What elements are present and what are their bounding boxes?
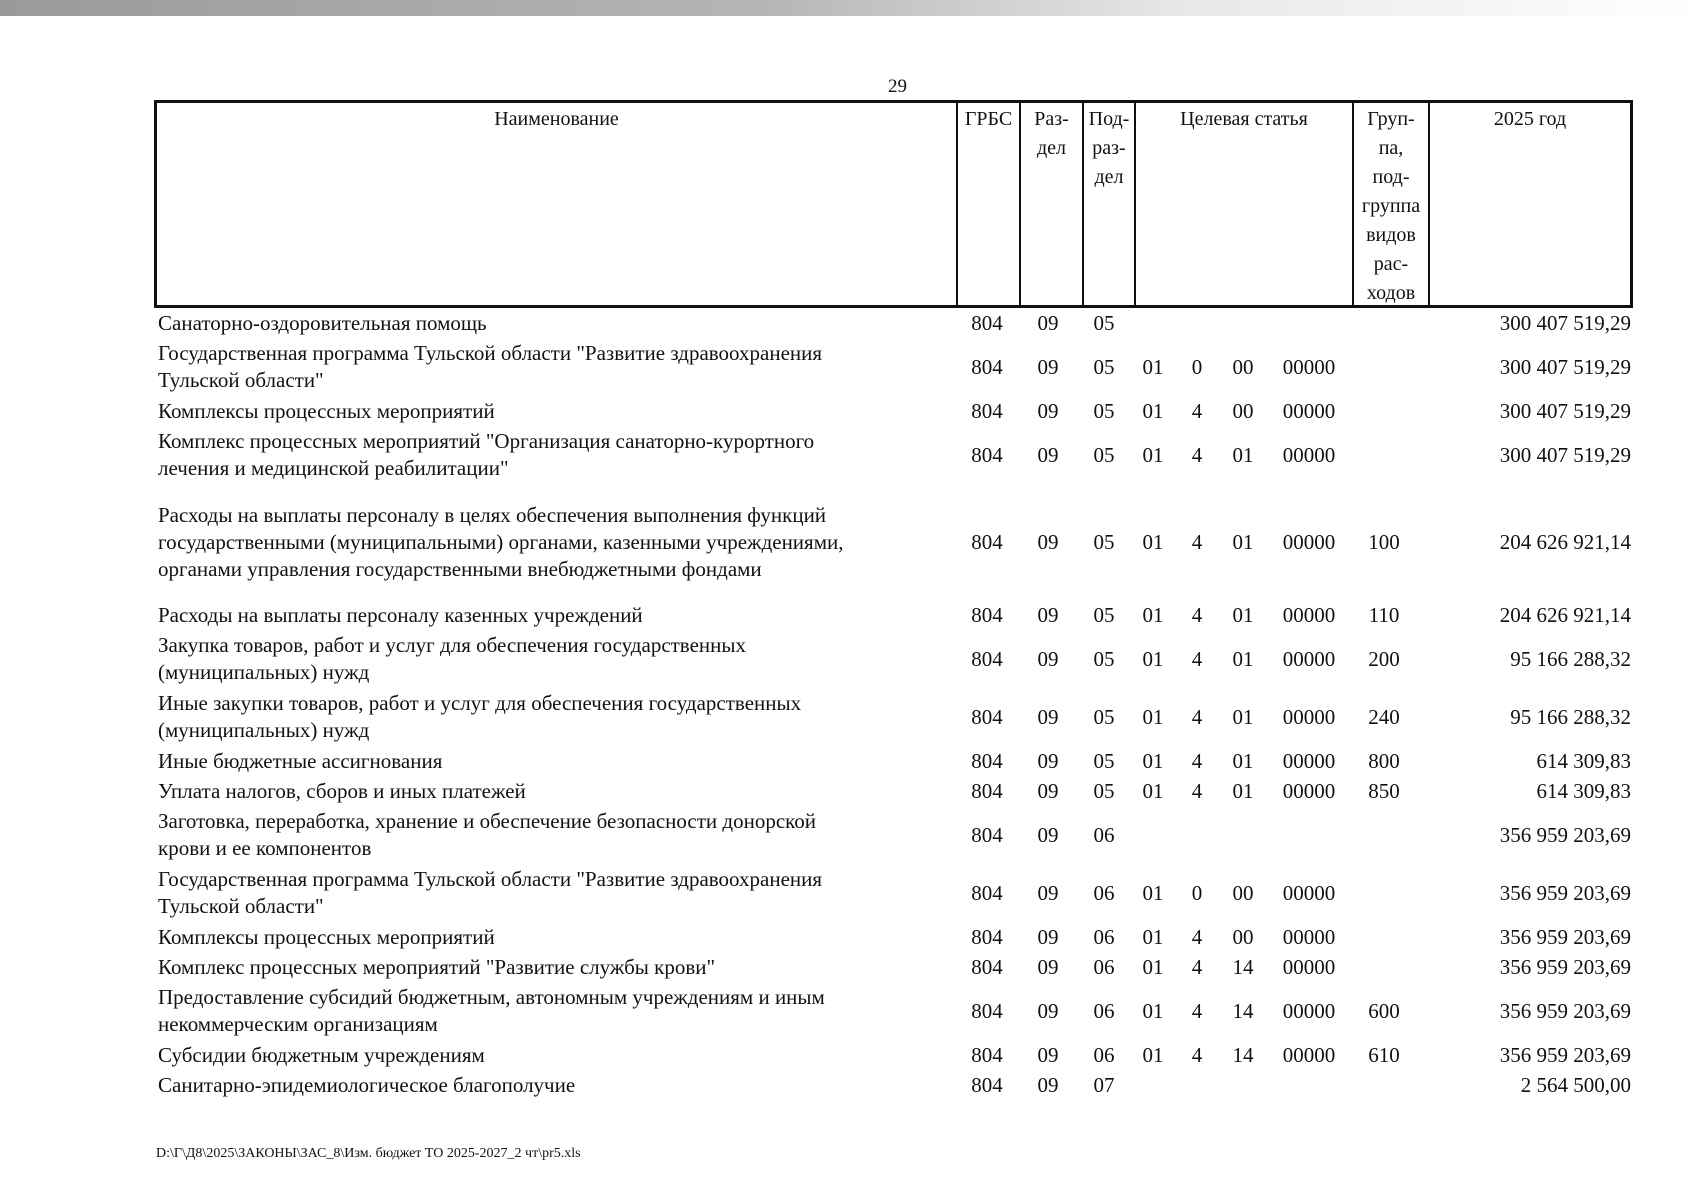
row-razdel: 09: [1037, 880, 1059, 905]
row-target-type: 4: [1191, 602, 1203, 627]
row-name-line: Комплекс процессных мероприятий "Развитие службы крови": [158, 954, 716, 979]
row-grbs: 804: [971, 354, 1003, 379]
row-grbs: 804: [971, 1042, 1003, 1067]
row-amount: 614 309,83: [1536, 778, 1631, 803]
table-row: [154, 688, 1633, 746]
row-razdel: 09: [1037, 602, 1059, 627]
row-target-type: 4: [1191, 954, 1203, 979]
row-target-item: 01: [1232, 646, 1254, 671]
row-name-line: (муниципальных) нужд: [158, 718, 370, 742]
row-name-line: Комплекс процессных мероприятий "Организация санаторно-курортного: [158, 429, 815, 453]
row-target-item: [1217, 308, 1269, 338]
row-name-text: [158, 984, 825, 1038]
row-name-line: Тульской области": [158, 368, 324, 392]
row-podrazdel: 05: [1093, 529, 1115, 554]
row-target-item: 01: [1232, 602, 1254, 627]
header-target: Целевая статья: [1134, 103, 1352, 305]
row-target-item: [1217, 1070, 1269, 1100]
row-grbs: 804: [971, 704, 1003, 729]
row-name-text: [158, 1072, 575, 1099]
row-target-direction: [1269, 806, 1349, 864]
row-name: [158, 338, 948, 396]
row-target-item: 01: [1232, 778, 1254, 803]
row-amount: 300 407 519,29: [1499, 354, 1631, 379]
row-grbs: 804: [971, 778, 1003, 803]
row-target-program: 01: [1142, 442, 1164, 467]
row-target-item: [1217, 806, 1269, 864]
row-name-text: [158, 778, 526, 805]
row-name: [158, 864, 948, 922]
row-podrazdel: 07: [1093, 1072, 1115, 1097]
row-name: [158, 1070, 948, 1100]
row-podrazdel: 05: [1093, 646, 1115, 671]
header-grbs: ГРБС: [956, 103, 1019, 305]
scan-edge: [0, 0, 1696, 16]
row-razdel: 09: [1037, 822, 1059, 847]
row-expense-group: 850: [1368, 778, 1400, 803]
row-target-type: 4: [1191, 924, 1203, 949]
table-row: [154, 922, 1633, 952]
row-razdel: 09: [1037, 998, 1059, 1023]
row-name-text: [158, 748, 442, 775]
row-name-line: крови и ее компонентов: [158, 836, 372, 860]
row-amount: 356 959 203,69: [1499, 880, 1631, 905]
header-line: раз-: [1092, 137, 1126, 159]
page-number: 29: [888, 76, 907, 97]
row-target-direction: 00000: [1282, 646, 1336, 671]
row-name: [158, 922, 948, 952]
table-row: [154, 396, 1633, 426]
row-razdel: 09: [1037, 354, 1059, 379]
row-target-item: 14: [1232, 1042, 1254, 1067]
table-row: [154, 1040, 1633, 1070]
row-target-direction: 00000: [1282, 704, 1336, 729]
row-name-line: лечения и медицинской реабилитации": [158, 456, 509, 480]
row-expense-group: 600: [1368, 998, 1400, 1023]
header-line: па,: [1378, 137, 1404, 159]
row-target-program: 01: [1142, 354, 1164, 379]
table-row: [154, 864, 1633, 922]
row-name-line: Комплексы процессных мероприятий: [158, 924, 495, 949]
row-razdel: 09: [1037, 704, 1059, 729]
row-target-item: 00: [1232, 398, 1254, 423]
row-target-direction: [1269, 1070, 1349, 1100]
row-grbs: 804: [971, 880, 1003, 905]
header-line: под-: [1372, 166, 1410, 188]
row-podrazdel: 05: [1093, 778, 1115, 803]
row-expense-group: 110: [1368, 602, 1400, 627]
row-podrazdel: 05: [1093, 354, 1115, 379]
row-grbs: 804: [971, 924, 1003, 949]
row-name-line: Санаторно-оздоровительная помощь: [158, 310, 487, 335]
row-target-direction: 00000: [1282, 778, 1336, 803]
row-target-item: 01: [1232, 748, 1254, 773]
row-podrazdel: 06: [1093, 924, 1115, 949]
row-razdel: 09: [1037, 529, 1059, 554]
row-target-direction: 00000: [1282, 602, 1336, 627]
header-name: Наименование: [494, 108, 619, 130]
header-group: [1352, 103, 1428, 305]
row-name: [158, 600, 948, 630]
row-name-line: (муниципальных) нужд: [158, 660, 370, 684]
row-podrazdel: 05: [1093, 602, 1115, 627]
row-target-type: [1177, 1070, 1217, 1100]
row-target-item: 01: [1232, 442, 1254, 467]
row-razdel: 09: [1037, 954, 1059, 979]
row-razdel: 09: [1037, 646, 1059, 671]
table-row: [154, 776, 1633, 806]
row-target-direction: 00000: [1282, 880, 1336, 905]
row-name-line: Государственная программа Тульской области "Развитие здравоохранения: [158, 867, 823, 891]
row-name-text: [158, 310, 487, 337]
row-amount: 204 626 921,14: [1499, 529, 1631, 554]
row-amount: 356 959 203,69: [1499, 1042, 1631, 1067]
row-razdel: 09: [1037, 398, 1059, 423]
row-podrazdel: 05: [1093, 748, 1115, 773]
row-name: [158, 308, 948, 338]
table-row: [154, 630, 1633, 688]
row-podrazdel: 05: [1093, 310, 1115, 335]
row-podrazdel: 06: [1093, 954, 1115, 979]
row-name-text: [158, 502, 843, 583]
row-target-program: [1129, 308, 1177, 338]
row-target-type: [1177, 806, 1217, 864]
row-name-line: Субсидии бюджетным учреждениям: [158, 1042, 485, 1067]
row-name-line: Расходы на выплаты персоналу казенных учреждений: [158, 602, 643, 627]
row-target-program: 01: [1142, 778, 1164, 803]
row-target-direction: 00000: [1282, 398, 1336, 423]
row-podrazdel: 06: [1093, 1042, 1115, 1067]
row-name: [158, 746, 948, 776]
table-body: [154, 308, 1633, 1100]
row-name-text: [158, 808, 816, 862]
header-line: ходов: [1366, 282, 1416, 304]
row-expense-group: [1349, 308, 1419, 338]
row-target-type: 4: [1191, 442, 1203, 467]
header-line: группа: [1361, 195, 1421, 217]
row-target-type: 4: [1191, 1042, 1203, 1067]
row-target-program: 01: [1142, 998, 1164, 1023]
row-target-direction: 00000: [1282, 354, 1336, 379]
row-amount: 300 407 519,29: [1499, 398, 1631, 423]
row-expense-group: [1349, 864, 1419, 922]
row-name: [158, 776, 948, 806]
row-grbs: 804: [971, 529, 1003, 554]
row-target-program: [1129, 806, 1177, 864]
row-target-program: [1129, 1070, 1177, 1100]
row-name: [158, 1040, 948, 1070]
row-name: [158, 952, 948, 982]
row-grbs: 804: [971, 602, 1003, 627]
row-name: [158, 630, 948, 688]
header-podrazdel: [1082, 103, 1134, 305]
row-expense-group: [1349, 338, 1419, 396]
row-name-text: [158, 1042, 485, 1069]
row-podrazdel: 05: [1093, 704, 1115, 729]
row-razdel: 09: [1037, 924, 1059, 949]
row-target-item: 01: [1232, 529, 1254, 554]
row-amount: 356 959 203,69: [1499, 998, 1631, 1023]
row-grbs: 804: [971, 998, 1003, 1023]
row-expense-group: [1349, 952, 1419, 982]
row-name: [158, 688, 948, 746]
row-target-type: 0: [1191, 880, 1203, 905]
row-grbs: 804: [971, 646, 1003, 671]
header-line: рас-: [1373, 253, 1409, 275]
header-line: Раз-: [1034, 108, 1069, 130]
row-name-line: Закупка товаров, работ и услуг для обеспечения государственных: [158, 633, 747, 657]
row-name-line: Иные бюджетные ассигнования: [158, 748, 443, 773]
header-line: Под-: [1088, 108, 1130, 130]
row-grbs: 804: [971, 442, 1003, 467]
row-grbs: 804: [971, 398, 1003, 423]
row-razdel: 09: [1037, 310, 1059, 335]
row-name-line: Заготовка, переработка, хранение и обеспечение безопасности донорской: [158, 809, 817, 833]
row-target-program: 01: [1142, 880, 1164, 905]
row-razdel: 09: [1037, 1072, 1059, 1097]
row-podrazdel: 06: [1093, 880, 1115, 905]
row-target-item: 14: [1232, 954, 1254, 979]
row-target-item: 00: [1232, 924, 1254, 949]
row-podrazdel: 05: [1093, 442, 1115, 467]
row-grbs: 804: [971, 822, 1003, 847]
row-amount: 356 959 203,69: [1499, 954, 1631, 979]
row-name-text: [158, 632, 746, 686]
table-row: [154, 806, 1633, 864]
row-name-line: Расходы на выплаты персоналу в целях обеспечения выполнения функций: [158, 502, 827, 527]
row-name-text: [158, 340, 822, 394]
row-amount: 204 626 921,14: [1499, 602, 1631, 627]
row-podrazdel: 06: [1093, 998, 1115, 1023]
table-row: [154, 308, 1633, 338]
row-name: [158, 806, 948, 864]
row-expense-group: 800: [1368, 748, 1400, 773]
file-path: D:\Г\Д8\2025\ЗАКОНЫ\ЗАС_8\Изм. бюджет ТО 2025-2027_2 чт\pr5.xls: [156, 1146, 581, 1161]
row-target-type: 4: [1191, 748, 1203, 773]
row-name-text: [158, 954, 715, 981]
row-razdel: 09: [1037, 1042, 1059, 1067]
row-target-type: [1177, 308, 1217, 338]
row-target-program: 01: [1142, 704, 1164, 729]
row-name-line: Комплексы процессных мероприятий: [158, 398, 495, 423]
row-amount: 614 309,83: [1536, 748, 1631, 773]
row-grbs: 804: [971, 310, 1003, 335]
row-grbs: 804: [971, 1072, 1003, 1097]
row-expense-group: [1349, 396, 1419, 426]
row-expense-group: 610: [1368, 1042, 1400, 1067]
row-target-program: 01: [1142, 529, 1164, 554]
row-target-program: 01: [1142, 1042, 1164, 1067]
row-target-program: 01: [1142, 748, 1164, 773]
row-expense-group: [1349, 426, 1419, 484]
row-name: [158, 982, 948, 1040]
row-expense-group: 100: [1368, 529, 1400, 554]
row-target-item: 00: [1232, 880, 1254, 905]
row-grbs: 804: [971, 954, 1003, 979]
row-target-direction: 00000: [1282, 748, 1336, 773]
table-header: [154, 100, 1633, 308]
row-target-program: 01: [1142, 954, 1164, 979]
row-name-line: Уплата налогов, сборов и иных платежей: [158, 778, 526, 803]
row-expense-group: [1349, 806, 1419, 864]
budget-table: [154, 100, 1633, 1100]
row-amount: 356 959 203,69: [1499, 924, 1631, 949]
row-name-line: государственными (муниципальными) органами, казенными учреждениями,: [158, 529, 844, 554]
row-amount: 95 166 288,32: [1510, 704, 1631, 729]
row-name-line: Иные закупки товаров, работ и услуг для обеспечения государственных: [158, 691, 802, 715]
row-target-item: 14: [1232, 998, 1254, 1023]
row-name-text: [158, 602, 643, 629]
row-target-type: 4: [1191, 998, 1203, 1023]
row-amount: 300 407 519,29: [1499, 442, 1631, 467]
row-name-line: Предоставление субсидий бюджетным, автономным учреждениям и иным: [158, 985, 825, 1009]
row-name: [158, 484, 948, 600]
row-target-direction: 00000: [1282, 529, 1336, 554]
row-name-text: [158, 690, 801, 744]
table-row: [154, 952, 1633, 982]
row-target-program: 01: [1142, 602, 1164, 627]
row-target-type: 4: [1191, 529, 1203, 554]
table-row: [154, 982, 1633, 1040]
row-grbs: 804: [971, 748, 1003, 773]
table-row: [154, 1070, 1633, 1100]
row-target-program: 01: [1142, 646, 1164, 671]
row-razdel: 09: [1037, 748, 1059, 773]
row-name: [158, 426, 948, 484]
row-target-item: 01: [1232, 704, 1254, 729]
header-line: дел: [1036, 137, 1067, 159]
row-podrazdel: 06: [1093, 822, 1115, 847]
row-target-direction: 00000: [1282, 998, 1336, 1023]
row-expense-group: 200: [1368, 646, 1400, 671]
row-amount: 300 407 519,29: [1499, 310, 1631, 335]
row-target-program: 01: [1142, 924, 1164, 949]
row-target-direction: [1269, 308, 1349, 338]
row-target-type: 4: [1191, 704, 1203, 729]
row-amount: 95 166 288,32: [1510, 646, 1631, 671]
row-expense-group: [1349, 1070, 1419, 1100]
row-name-line: Санитарно-эпидемиологическое благополучие: [158, 1072, 576, 1097]
row-name-line: некоммерческим организациям: [158, 1012, 438, 1036]
row-target-program: 01: [1142, 398, 1164, 423]
row-target-direction: 00000: [1282, 954, 1336, 979]
row-name-text: [158, 924, 495, 951]
header-razdel: [1019, 103, 1082, 305]
row-name: [158, 396, 948, 426]
header-line: дел: [1094, 166, 1124, 188]
table-row: [154, 484, 1633, 600]
table-row: [154, 746, 1633, 776]
row-name-text: [158, 428, 814, 482]
row-target-type: 0: [1191, 354, 1203, 379]
header-line: видов: [1366, 224, 1416, 246]
row-target-direction: 00000: [1282, 924, 1336, 949]
table-row: [154, 600, 1633, 630]
row-target-type: 4: [1191, 398, 1203, 423]
row-target-direction: 00000: [1282, 1042, 1336, 1067]
header-line: Груп-: [1367, 108, 1415, 130]
row-name-text: [158, 398, 495, 425]
row-podrazdel: 05: [1093, 398, 1115, 423]
row-target-direction: 00000: [1282, 442, 1336, 467]
table-row: [154, 338, 1633, 396]
row-expense-group: 240: [1368, 704, 1400, 729]
row-name-line: Государственная программа Тульской области "Развитие здравоохранения: [158, 341, 823, 365]
row-name-line: Тульской области": [158, 894, 324, 918]
row-expense-group: [1349, 922, 1419, 952]
table-row: [154, 426, 1633, 484]
row-amount: 2 564 500,00: [1520, 1072, 1631, 1097]
header-year: 2025 год: [1428, 103, 1630, 305]
row-target-item: 00: [1232, 354, 1254, 379]
row-target-type: 4: [1191, 646, 1203, 671]
row-target-type: 4: [1191, 778, 1203, 803]
row-name-text: [158, 866, 822, 920]
row-razdel: 09: [1037, 778, 1059, 803]
row-razdel: 09: [1037, 442, 1059, 467]
row-amount: 356 959 203,69: [1499, 822, 1631, 847]
row-name-line: органами управления государственными внебюджетными фондами: [158, 556, 762, 581]
